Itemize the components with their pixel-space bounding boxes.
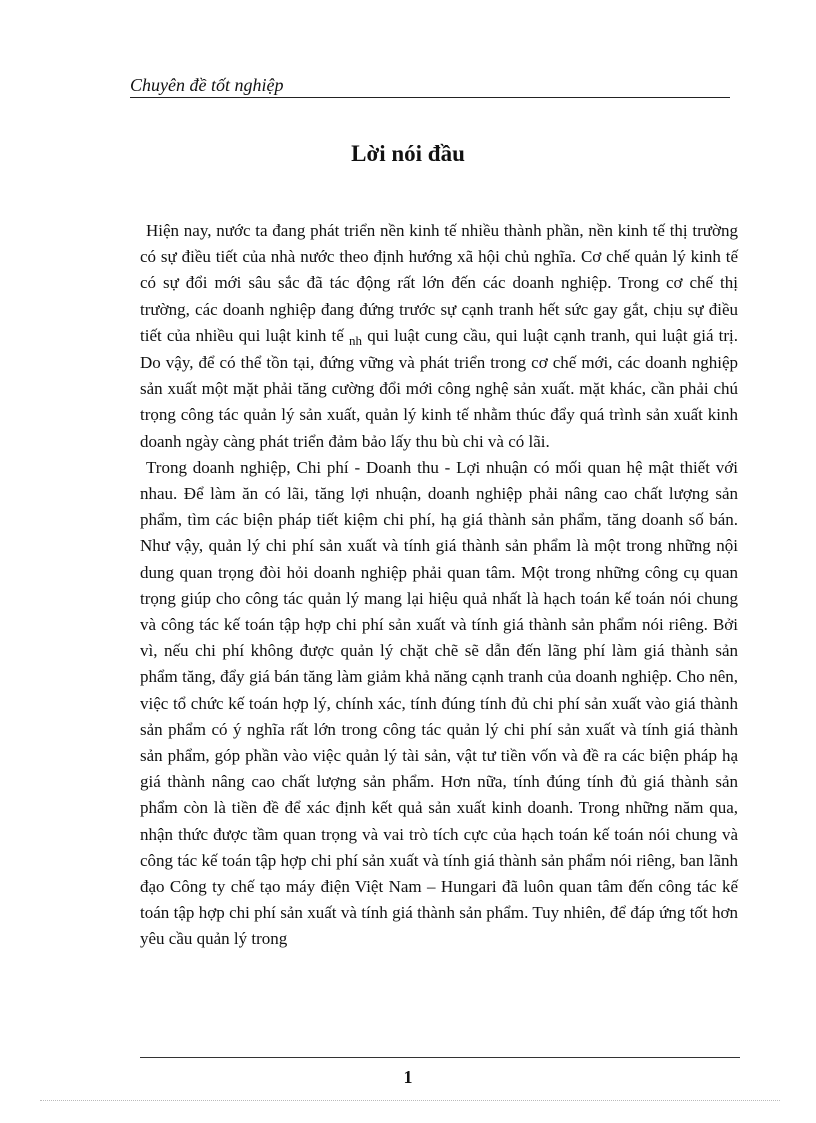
- paragraph-1-part-a: Hiện nay, nước ta đang phát triển nền kinh tế nhiều thành phần, nền kinh tế thị trường có sự điều tiết của nhà nước theo định hướng xã hội chủ nghĩa. Cơ chế quản lý kinh tế có sự đổi mới sâu sắc đã tác động rất lớn đến các doanh nghiệp. Trong cơ chế thị trường, các doanh nghiệp đang đứng trước sự cạnh tranh hết sức gay gắt, chịu sự điều tiết của nhiều qui luật kinh tế: [140, 221, 738, 345]
- page-title: Lời nói đầu: [351, 141, 465, 166]
- running-header: Chuyên đề tốt nghiệp: [130, 74, 730, 98]
- paragraph-1-subscript: nh: [349, 332, 363, 348]
- page-number: 1: [403, 1067, 413, 1087]
- body-text: [140, 218, 738, 953]
- paragraph-1: [140, 218, 738, 455]
- paragraph-1-part-b: qui luật cung cầu, qui luật cạnh tranh, qui luật giá trị. Do vậy, để có thể tồn tại, đứng vững và phát triển trong cơ chế mới, các doanh nghiệp sản xuất một mặt phải tăng cường đổi mới công nghệ sản xuất. mặt khác, cần phải chú trọng công tác quản lý sản xuất, quản lý kinh tế nhằm thúc đẩy quá trình sản xuất kinh doanh ngày càng phát triển đảm bảo lấy thu bù chi và có lãi.: [140, 325, 739, 451]
- page-edge-dotted-line: [40, 1100, 780, 1101]
- footer-rule: [140, 1057, 740, 1058]
- paragraph-2: Trong doanh nghiệp, Chi phí - Doanh thu - Lợi nhuận có mối quan hệ mật thiết với nhau. Để làm ăn có lãi, tăng lợi nhuận, doanh nghiệp phải nâng cao chất lượng sản phẩm, tìm các biện pháp tiết kiệm chi phí, hạ giá thành sản phẩm, tăng doanh số bán. Như vậy, quản lý chi phí sản xuất và tính giá thành sản phẩm là một trong những nội dung quan trọng đòi hỏi doanh nghiệp phải quan tâm. Một trong những công cụ quan trọng giúp cho công tác quản lý mang lại hiệu quả nhất là hạch toán kế toán nói chung và công tác kế toán tập hợp chi phí sản xuất và tính giá thành sản phẩm nói riêng. Bởi vì, nếu chi phí không được quản lý chặt chẽ sẽ dẫn đến lãng phí làm giá thành sản phẩm tăng, đẩy giá bán tăng làm giảm khả năng cạnh tranh của doanh nghiệp. Cho nên, việc tổ chức kế toán hợp lý, chính xác, tính đúng tính đủ chi phí sản xuất vào giá thành sản phẩm có ý nghĩa rất lớn trong công tác quản lý chi phí sản xuất và tính giá thành sản phẩm, góp phần vào việc quản lý tài sản, vật tư tiền vốn và đề ra các biện pháp hạ giá thành nâng cao chất lượng sản phẩm. Hơn nữa, tính đúng tính đủ giá thành sản phẩm còn là tiền đề để xác định kết quả sản xuất kinh doanh. Trong những năm qua, nhận thức được tầm quan trọng và vai trò tích cực của hạch toán kế toán nói chung và công tác kế toán tập hợp chi phí sản xuất và tính giá thành sản phẩm nói riêng, ban lãnh đạo Công ty chế tạo máy điện Việt Nam – Hungari đã luôn quan tâm đến công tác kế toán tập hợp chi phí sản xuất và tính giá thành sản phẩm. Tuy nhiên, để đáp ứng tốt hơn yêu cầu quản lý trong: [140, 457, 738, 949]
